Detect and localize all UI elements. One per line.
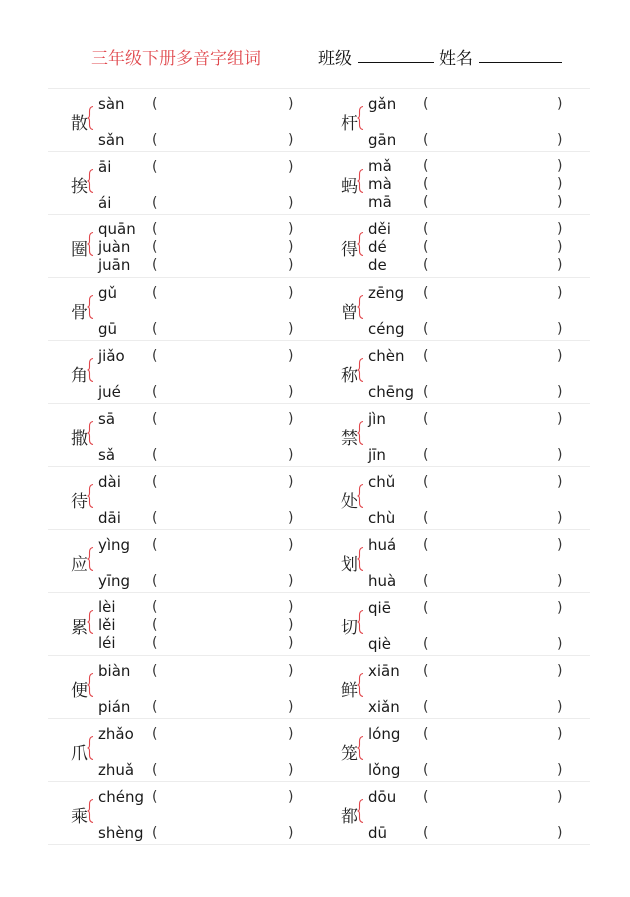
- answer-open-paren[interactable]: (: [152, 789, 158, 805]
- polyphone-character: 得: [341, 240, 358, 260]
- pinyin-reading: chù: [368, 509, 396, 527]
- brace-icon: [87, 799, 94, 823]
- answer-close-paren: ): [288, 510, 294, 526]
- pinyin-reading: mǎ: [368, 157, 392, 175]
- pinyin-reading: dū: [368, 824, 388, 842]
- polyphone-entry: [319, 782, 590, 844]
- answer-close-paren: ): [288, 321, 294, 337]
- answer-open-paren[interactable]: (: [423, 285, 429, 301]
- polyphone-entry: [319, 152, 590, 214]
- answer-open-paren[interactable]: (: [152, 321, 158, 337]
- answer-open-paren[interactable]: (: [423, 762, 429, 778]
- polyphone-entry: [319, 404, 590, 466]
- answer-close-paren: ): [557, 158, 563, 174]
- pinyin-reading: sàn: [98, 95, 125, 113]
- brace-icon: [357, 673, 364, 697]
- table-row: [48, 466, 590, 529]
- answer-open-paren[interactable]: (: [423, 474, 429, 490]
- polyphone-character: 爪: [71, 744, 88, 764]
- answer-close-paren: ): [288, 573, 294, 589]
- polyphone-character: 应: [71, 555, 88, 575]
- pinyin-reading: xiān: [368, 662, 400, 680]
- pinyin-reading: gǎn: [368, 95, 397, 113]
- answer-open-paren[interactable]: (: [423, 510, 429, 526]
- answer-open-paren[interactable]: (: [152, 726, 158, 742]
- answer-open-paren[interactable]: (: [423, 789, 429, 805]
- pinyin-reading: lěi: [98, 616, 116, 634]
- polyphone-character: 挨: [71, 177, 88, 197]
- polyphone-entry: [48, 215, 319, 277]
- table-row: [48, 277, 590, 340]
- answer-open-paren[interactable]: (: [423, 221, 429, 237]
- pinyin-reading: céng: [368, 320, 405, 338]
- answer-open-paren[interactable]: (: [152, 474, 158, 490]
- answer-open-paren[interactable]: (: [152, 384, 158, 400]
- pinyin-reading: yìng: [98, 536, 131, 554]
- polyphone-character: 杆: [341, 114, 358, 134]
- answer-close-paren: ): [557, 762, 563, 778]
- answer-close-paren: ): [288, 285, 294, 301]
- answer-close-paren: ): [288, 635, 294, 651]
- answer-close-paren: ): [288, 762, 294, 778]
- answer-close-paren: ): [557, 348, 563, 364]
- brace-icon: [357, 421, 364, 445]
- brace-icon: [357, 547, 364, 571]
- brace-icon: [357, 169, 364, 193]
- polyphone-character: 禁: [341, 429, 358, 449]
- answer-close-paren: ): [557, 411, 563, 427]
- polyphone-character: 处: [341, 492, 358, 512]
- answer-close-paren: ): [557, 239, 563, 255]
- polyphone-entry: [48, 530, 319, 592]
- polyphone-character: 乘: [71, 807, 88, 827]
- table-row: [48, 340, 590, 403]
- brace-icon: [87, 736, 94, 760]
- answer-open-paren[interactable]: (: [423, 573, 429, 589]
- name-label: 姓名: [439, 49, 473, 69]
- polyphone-entry: [319, 89, 590, 151]
- table-row: [48, 151, 590, 214]
- answer-open-paren[interactable]: (: [423, 447, 429, 463]
- pinyin-reading: sā: [98, 410, 116, 428]
- polyphone-character: 都: [341, 807, 358, 827]
- polyphone-entry: [48, 278, 319, 340]
- pinyin-reading: mā: [368, 193, 392, 211]
- pinyin-reading: dài: [98, 473, 121, 491]
- pinyin-reading: jìn: [368, 410, 386, 428]
- polyphone-character: 曾: [341, 303, 358, 323]
- polyphone-entry: [319, 341, 590, 403]
- answer-close-paren: ): [288, 96, 294, 112]
- pinyin-reading: chēng: [368, 383, 415, 401]
- answer-close-paren: ): [557, 663, 563, 679]
- answer-close-paren: ): [557, 789, 563, 805]
- pinyin-reading: jiǎo: [98, 347, 125, 365]
- worksheet-header: [0, 42, 630, 70]
- answer-open-paren[interactable]: (: [152, 699, 158, 715]
- answer-open-paren[interactable]: (: [423, 158, 429, 174]
- polyphone-entry: [319, 719, 590, 781]
- answer-open-paren[interactable]: (: [152, 635, 158, 651]
- pinyin-reading: zhuǎ: [98, 761, 135, 779]
- pinyin-reading: gān: [368, 131, 397, 149]
- brace-icon: [357, 232, 364, 256]
- pinyin-reading: zēng: [368, 284, 405, 302]
- brace-icon: [357, 610, 364, 634]
- polyphone-character: 鲜: [341, 681, 358, 701]
- answer-open-paren[interactable]: (: [423, 348, 429, 364]
- answer-open-paren[interactable]: (: [152, 825, 158, 841]
- answer-close-paren: ): [557, 825, 563, 841]
- answer-close-paren: ): [557, 96, 563, 112]
- pinyin-reading: sǎn: [98, 131, 125, 149]
- answer-open-paren[interactable]: (: [152, 617, 158, 633]
- pinyin-reading: lóng: [368, 725, 401, 743]
- answer-open-paren[interactable]: (: [152, 159, 158, 175]
- polyphone-character: 称: [341, 366, 358, 386]
- brace-icon: [357, 295, 364, 319]
- table-row: [48, 88, 590, 151]
- answer-close-paren: ): [288, 617, 294, 633]
- answer-close-paren: ): [288, 447, 294, 463]
- pinyin-reading: chǔ: [368, 473, 396, 491]
- polyphone-entry: [48, 656, 319, 718]
- answer-close-paren: ): [557, 600, 563, 616]
- polyphone-character: 累: [71, 618, 88, 638]
- table-row: [48, 592, 590, 655]
- table-row: [48, 655, 590, 718]
- brace-icon: [87, 610, 94, 634]
- pinyin-reading: gū: [98, 320, 118, 338]
- brace-icon: [87, 673, 94, 697]
- pinyin-reading: ái: [98, 194, 112, 212]
- answer-close-paren: ): [288, 726, 294, 742]
- brace-icon: [357, 106, 364, 130]
- brace-icon: [87, 169, 94, 193]
- answer-close-paren: ): [557, 573, 563, 589]
- answer-open-paren[interactable]: (: [423, 699, 429, 715]
- pinyin-reading: xiǎn: [368, 698, 400, 716]
- pinyin-reading: quān: [98, 220, 136, 238]
- answer-close-paren: ): [288, 195, 294, 211]
- pinyin-reading: dāi: [98, 509, 121, 527]
- pinyin-reading: mà: [368, 175, 392, 193]
- answer-open-paren[interactable]: (: [152, 285, 158, 301]
- brace-icon: [357, 358, 364, 382]
- polyphone-entry: [319, 215, 590, 277]
- polyphone-entry: [319, 656, 590, 718]
- polyphone-character: 角: [71, 366, 88, 386]
- polyphone-character: 划: [341, 555, 358, 575]
- answer-open-paren[interactable]: (: [423, 132, 429, 148]
- pinyin-reading: pián: [98, 698, 131, 716]
- answer-close-paren: ): [557, 257, 563, 273]
- answer-close-paren: ): [557, 384, 563, 400]
- pinyin-reading: dōu: [368, 788, 397, 806]
- answer-close-paren: ): [288, 699, 294, 715]
- answer-close-paren: ): [557, 194, 563, 210]
- brace-icon: [87, 106, 94, 130]
- brace-icon: [357, 736, 364, 760]
- pinyin-reading: lèi: [98, 598, 116, 616]
- pinyin-reading: shèng: [98, 824, 144, 842]
- answer-open-paren[interactable]: (: [423, 600, 429, 616]
- answer-close-paren: ): [288, 663, 294, 679]
- answer-open-paren[interactable]: (: [423, 194, 429, 210]
- answer-close-paren: ): [288, 384, 294, 400]
- answer-open-paren[interactable]: (: [152, 96, 158, 112]
- pinyin-reading: biàn: [98, 662, 131, 680]
- table-row: [48, 718, 590, 781]
- class-blank[interactable]: [358, 62, 434, 63]
- pinyin-reading: huá: [368, 536, 397, 554]
- pinyin-reading: jué: [98, 383, 121, 401]
- answer-open-paren[interactable]: (: [152, 447, 158, 463]
- brace-icon: [87, 484, 94, 508]
- answer-open-paren[interactable]: (: [152, 510, 158, 526]
- polyphone-entry: [48, 782, 319, 844]
- answer-close-paren: ): [288, 348, 294, 364]
- polyphone-character: 散: [71, 114, 88, 134]
- answer-open-paren[interactable]: (: [152, 221, 158, 237]
- pinyin-reading: chèn: [368, 347, 405, 365]
- pinyin-reading: chéng: [98, 788, 145, 806]
- class-label: 班级: [318, 49, 352, 69]
- answer-open-paren[interactable]: (: [423, 636, 429, 652]
- answer-close-paren: ): [557, 474, 563, 490]
- pinyin-reading: qiè: [368, 635, 391, 653]
- brace-icon: [87, 295, 94, 319]
- pinyin-reading: sǎ: [98, 446, 116, 464]
- answer-close-paren: ): [557, 221, 563, 237]
- answer-open-paren[interactable]: (: [423, 239, 429, 255]
- table-row: [48, 403, 590, 466]
- answer-close-paren: ): [288, 599, 294, 615]
- polyphone-entry: [48, 152, 319, 214]
- name-blank[interactable]: [479, 62, 562, 63]
- answer-open-paren[interactable]: (: [152, 257, 158, 273]
- polyphone-character: 骨: [71, 303, 88, 323]
- answer-open-paren[interactable]: (: [423, 176, 429, 192]
- pinyin-reading: qiē: [368, 599, 391, 617]
- pinyin-reading: léi: [98, 634, 116, 652]
- pinyin-reading: āi: [98, 158, 112, 176]
- answer-close-paren: ): [288, 789, 294, 805]
- answer-open-paren[interactable]: (: [423, 257, 429, 273]
- answer-open-paren[interactable]: (: [152, 663, 158, 679]
- polyphone-character: 圈: [71, 240, 88, 260]
- answer-close-paren: ): [557, 285, 563, 301]
- answer-open-paren[interactable]: (: [152, 411, 158, 427]
- answer-open-paren[interactable]: (: [423, 411, 429, 427]
- pinyin-reading: gǔ: [98, 284, 118, 302]
- answer-close-paren: ): [557, 132, 563, 148]
- pinyin-reading: juān: [98, 256, 131, 274]
- answer-open-paren[interactable]: (: [423, 537, 429, 553]
- brace-icon: [357, 484, 364, 508]
- pinyin-reading: děi: [368, 220, 391, 238]
- answer-open-paren[interactable]: (: [152, 537, 158, 553]
- answer-open-paren[interactable]: (: [423, 825, 429, 841]
- answer-close-paren: ): [288, 474, 294, 490]
- answer-close-paren: ): [288, 257, 294, 273]
- pinyin-reading: de: [368, 256, 387, 274]
- answer-open-paren[interactable]: (: [423, 96, 429, 112]
- answer-open-paren[interactable]: (: [152, 599, 158, 615]
- pinyin-reading: huà: [368, 572, 397, 590]
- answer-close-paren: ): [557, 510, 563, 526]
- polyphone-table: [48, 88, 590, 845]
- answer-open-paren[interactable]: (: [423, 663, 429, 679]
- polyphone-entry: [319, 467, 590, 529]
- answer-close-paren: ): [288, 132, 294, 148]
- polyphone-entry: [48, 89, 319, 151]
- answer-open-paren[interactable]: (: [152, 195, 158, 211]
- brace-icon: [87, 232, 94, 256]
- brace-icon: [87, 421, 94, 445]
- table-row: [48, 781, 590, 845]
- answer-close-paren: ): [557, 447, 563, 463]
- answer-close-paren: ): [288, 159, 294, 175]
- answer-close-paren: ): [288, 537, 294, 553]
- polyphone-character: 切: [341, 618, 358, 638]
- polyphone-character: 撒: [71, 429, 88, 449]
- table-row: [48, 214, 590, 277]
- polyphone-entry: [48, 719, 319, 781]
- polyphone-character: 笼: [341, 744, 358, 764]
- answer-open-paren[interactable]: (: [152, 239, 158, 255]
- polyphone-entry: [48, 467, 319, 529]
- answer-close-paren: ): [557, 321, 563, 337]
- answer-close-paren: ): [557, 537, 563, 553]
- answer-close-paren: ): [288, 239, 294, 255]
- pinyin-reading: jīn: [368, 446, 386, 464]
- polyphone-entry: [48, 404, 319, 466]
- table-row: [48, 529, 590, 592]
- answer-close-paren: ): [557, 699, 563, 715]
- answer-close-paren: ): [557, 726, 563, 742]
- polyphone-entry: [48, 593, 319, 655]
- answer-close-paren: ): [288, 411, 294, 427]
- answer-open-paren[interactable]: (: [423, 321, 429, 337]
- pinyin-reading: yīng: [98, 572, 131, 590]
- pinyin-reading: lǒng: [368, 761, 401, 779]
- polyphone-entry: [319, 278, 590, 340]
- polyphone-entry: [319, 593, 590, 655]
- pinyin-reading: zhǎo: [98, 725, 134, 743]
- pinyin-reading: dé: [368, 238, 387, 256]
- pinyin-reading: juàn: [98, 238, 131, 256]
- polyphone-character: 便: [71, 681, 88, 701]
- polyphone-character: 待: [71, 492, 88, 512]
- brace-icon: [357, 799, 364, 823]
- answer-close-paren: ): [557, 176, 563, 192]
- answer-close-paren: ): [288, 221, 294, 237]
- answer-open-paren[interactable]: (: [152, 573, 158, 589]
- polyphone-entry: [319, 530, 590, 592]
- answer-open-paren[interactable]: (: [423, 384, 429, 400]
- answer-open-paren[interactable]: (: [152, 762, 158, 778]
- answer-close-paren: ): [557, 636, 563, 652]
- answer-open-paren[interactable]: (: [152, 132, 158, 148]
- answer-close-paren: ): [288, 825, 294, 841]
- polyphone-entry: [48, 341, 319, 403]
- brace-icon: [87, 358, 94, 382]
- answer-open-paren[interactable]: (: [423, 726, 429, 742]
- worksheet-title: 三年级下册多音字组词: [91, 49, 261, 69]
- brace-icon: [87, 547, 94, 571]
- answer-open-paren[interactable]: (: [152, 348, 158, 364]
- polyphone-character: 蚂: [341, 177, 358, 197]
